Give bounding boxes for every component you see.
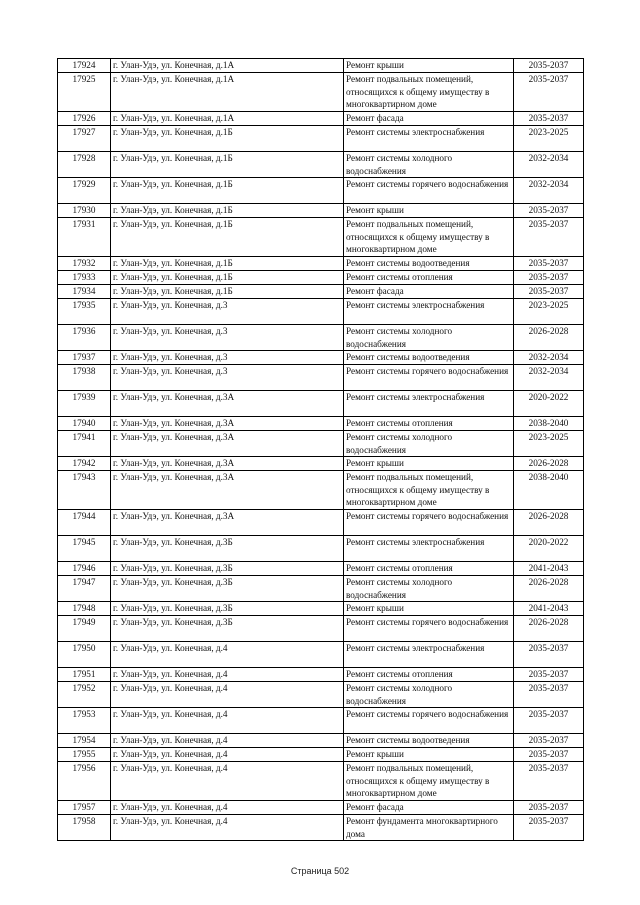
row-address: г. Улан-Удэ, ул. Конечная, д.4 [111,762,344,801]
row-address: г. Улан-Удэ, ул. Конечная, д.4 [111,668,344,682]
row-work-type: Ремонт крыши [344,748,514,762]
table-row [58,708,584,734]
row-years: 2023-2025 [514,299,584,325]
row-number: 17925 [58,73,111,112]
row-work-type: Ремонт системы водоотведения [344,257,514,271]
row-address: г. Улан-Удэ, ул. Конечная, д.3Б [111,576,344,602]
row-years: 2035-2037 [514,271,584,285]
row-number: 17924 [58,59,111,73]
row-work-type: Ремонт системы электроснабжения [344,536,514,562]
row-years: 2035-2037 [514,73,584,112]
row-number: 17947 [58,576,111,602]
row-years: 2041-2043 [514,602,584,616]
row-address: г. Улан-Удэ, ул. Конечная, д.1Б [111,257,344,271]
row-number: 17943 [58,471,111,510]
table-row [58,576,584,602]
row-number: 17927 [58,126,111,152]
table-row [58,815,584,841]
table-row [58,417,584,431]
row-address: г. Улан-Удэ, ул. Конечная, д.4 [111,708,344,734]
row-number: 17942 [58,457,111,471]
row-work-type: Ремонт системы горячего водоснабжения [344,178,514,204]
row-work-type: Ремонт фасада [344,112,514,126]
row-work-type: Ремонт подвальных помещений, относящихся к общему имуществу в многоквартирном доме [344,762,514,801]
row-address: г. Улан-Удэ, ул. Конечная, д.3А [111,471,344,510]
row-work-type: Ремонт системы холодного водоснабжения [344,682,514,708]
table-row [58,365,584,391]
row-address: г. Улан-Удэ, ул. Конечная, д.1Б [111,152,344,178]
row-number: 17945 [58,536,111,562]
table-row [58,257,584,271]
row-address: г. Улан-Удэ, ул. Конечная, д.3Б [111,616,344,642]
row-address: г. Улан-Удэ, ул. Конечная, д.1Б [111,204,344,218]
table-row [58,285,584,299]
row-address: г. Улан-Удэ, ул. Конечная, д.1Б [111,178,344,204]
table-row [58,682,584,708]
row-work-type: Ремонт системы электроснабжения [344,391,514,417]
row-number: 17936 [58,325,111,351]
table-row [58,762,584,801]
table-row [58,299,584,325]
row-address: г. Улан-Удэ, ул. Конечная, д.1А [111,112,344,126]
row-years: 2038-2040 [514,417,584,431]
row-address: г. Улан-Удэ, ул. Конечная, д.1Б [111,126,344,152]
row-address: г. Улан-Удэ, ул. Конечная, д.3 [111,325,344,351]
row-address: г. Улан-Удэ, ул. Конечная, д.3А [111,417,344,431]
row-work-type: Ремонт системы холодного водоснабжения [344,576,514,602]
row-address: г. Улан-Удэ, ул. Конечная, д.3 [111,299,344,325]
table-row [58,351,584,365]
row-number: 17926 [58,112,111,126]
row-years: 2035-2037 [514,59,584,73]
row-address: г. Улан-Удэ, ул. Конечная, д.4 [111,801,344,815]
row-work-type: Ремонт системы электроснабжения [344,299,514,325]
table-row [58,204,584,218]
table-row [58,668,584,682]
row-number: 17954 [58,734,111,748]
row-work-type: Ремонт системы холодного водоснабжения [344,431,514,457]
row-work-type: Ремонт системы отопления [344,562,514,576]
row-years: 2035-2037 [514,762,584,801]
row-number: 17937 [58,351,111,365]
row-address: г. Улан-Удэ, ул. Конечная, д.1Б [111,285,344,299]
row-years: 2026-2028 [514,325,584,351]
row-years: 2035-2037 [514,668,584,682]
row-years: 2020-2022 [514,391,584,417]
page-number: Страница 502 [290,866,350,876]
row-years: 2035-2037 [514,708,584,734]
row-address: г. Улан-Удэ, ул. Конечная, д.3 [111,351,344,365]
row-number: 17934 [58,285,111,299]
row-years: 2023-2025 [514,126,584,152]
row-number: 17931 [58,218,111,257]
row-address: г. Улан-Удэ, ул. Конечная, д.3Б [111,536,344,562]
table-row [58,391,584,417]
row-address: г. Улан-Удэ, ул. Конечная, д.3А [111,391,344,417]
row-address: г. Улан-Удэ, ул. Конечная, д.3Б [111,562,344,576]
row-address: г. Улан-Удэ, ул. Конечная, д.3 [111,365,344,391]
row-work-type: Ремонт системы холодного водоснабжения [344,325,514,351]
repair-schedule-table [57,58,584,841]
row-number: 17929 [58,178,111,204]
row-number: 17938 [58,365,111,391]
row-years: 2035-2037 [514,734,584,748]
row-years: 2035-2037 [514,748,584,762]
row-years: 2035-2037 [514,257,584,271]
row-years: 2035-2037 [514,682,584,708]
row-address: г. Улан-Удэ, ул. Конечная, д.4 [111,682,344,708]
table-row [58,457,584,471]
row-work-type: Ремонт фасада [344,801,514,815]
row-number: 17944 [58,510,111,536]
row-work-type: Ремонт системы горячего водоснабжения [344,365,514,391]
row-work-type: Ремонт фундамента многоквартирного дома [344,815,514,841]
table-row [58,431,584,457]
table-row [58,59,584,73]
row-address: г. Улан-Удэ, ул. Конечная, д.1Б [111,271,344,285]
row-work-type: Ремонт подвальных помещений, относящихся к общему имуществу в многоквартирном доме [344,471,514,510]
row-number: 17949 [58,616,111,642]
row-work-type: Ремонт крыши [344,59,514,73]
row-number: 17958 [58,815,111,841]
row-number: 17941 [58,431,111,457]
row-number: 17935 [58,299,111,325]
table-row [58,152,584,178]
table-row [58,271,584,285]
table-row [58,325,584,351]
row-number: 17928 [58,152,111,178]
row-work-type: Ремонт системы горячего водоснабжения [344,510,514,536]
row-work-type: Ремонт системы горячего водоснабжения [344,708,514,734]
row-years: 2035-2037 [514,285,584,299]
row-years: 2035-2037 [514,204,584,218]
row-years: 2035-2037 [514,801,584,815]
row-address: г. Улан-Удэ, ул. Конечная, д.3А [111,431,344,457]
row-years: 2035-2037 [514,815,584,841]
table-row [58,642,584,668]
row-number: 17955 [58,748,111,762]
row-number: 17940 [58,417,111,431]
row-years: 2020-2022 [514,536,584,562]
row-address: г. Улан-Удэ, ул. Конечная, д.4 [111,734,344,748]
table-row [58,73,584,112]
row-work-type: Ремонт системы электроснабжения [344,642,514,668]
row-years: 2026-2028 [514,576,584,602]
row-number: 17956 [58,762,111,801]
row-work-type: Ремонт подвальных помещений, относящихся к общему имуществу в многоквартирном доме [344,218,514,257]
row-years: 2032-2034 [514,365,584,391]
row-work-type: Ремонт фасада [344,285,514,299]
row-work-type: Ремонт системы отопления [344,271,514,285]
row-address: г. Улан-Удэ, ул. Конечная, д.4 [111,815,344,841]
row-address: г. Улан-Удэ, ул. Конечная, д.3А [111,457,344,471]
row-years: 2038-2040 [514,471,584,510]
row-years: 2026-2028 [514,616,584,642]
row-number: 17952 [58,682,111,708]
table-row [58,801,584,815]
row-work-type: Ремонт системы водоотведения [344,351,514,365]
table-row [58,562,584,576]
table-row [58,734,584,748]
table-body [58,59,584,841]
row-address: г. Улан-Удэ, ул. Конечная, д.1А [111,73,344,112]
row-address: г. Улан-Удэ, ул. Конечная, д.3Б [111,602,344,616]
table-row [58,602,584,616]
row-number: 17930 [58,204,111,218]
table-row [58,616,584,642]
table-row [58,178,584,204]
row-work-type: Ремонт системы отопления [344,417,514,431]
row-years: 2035-2037 [514,218,584,257]
row-number: 17950 [58,642,111,668]
row-work-type: Ремонт подвальных помещений, относящихся к общему имуществу в многоквартирном доме [344,73,514,112]
row-number: 17951 [58,668,111,682]
row-work-type: Ремонт крыши [344,204,514,218]
table-row [58,748,584,762]
row-number: 17933 [58,271,111,285]
table-row [58,218,584,257]
row-number: 17948 [58,602,111,616]
row-work-type: Ремонт системы холодного водоснабжения [344,152,514,178]
row-work-type: Ремонт системы горячего водоснабжения [344,616,514,642]
row-number: 17953 [58,708,111,734]
table-row [58,126,584,152]
table-row [58,112,584,126]
row-work-type: Ремонт системы электроснабжения [344,126,514,152]
row-years: 2032-2034 [514,351,584,365]
row-work-type: Ремонт системы водоотведения [344,734,514,748]
row-years: 2026-2028 [514,510,584,536]
row-years: 2032-2034 [514,152,584,178]
row-number: 17939 [58,391,111,417]
row-number: 17932 [58,257,111,271]
row-work-type: Ремонт системы отопления [344,668,514,682]
row-address: г. Улан-Удэ, ул. Конечная, д.1Б [111,218,344,257]
row-work-type: Ремонт крыши [344,602,514,616]
row-years: 2035-2037 [514,642,584,668]
row-number: 17957 [58,801,111,815]
row-address: г. Улан-Удэ, ул. Конечная, д.4 [111,642,344,668]
row-years: 2032-2034 [514,178,584,204]
row-address: г. Улан-Удэ, ул. Конечная, д.4 [111,748,344,762]
row-address: г. Улан-Удэ, ул. Конечная, д.3А [111,510,344,536]
table-row [58,510,584,536]
row-address: г. Улан-Удэ, ул. Конечная, д.1А [111,59,344,73]
table-row [58,471,584,510]
row-work-type: Ремонт крыши [344,457,514,471]
row-years: 2035-2037 [514,112,584,126]
table-row [58,536,584,562]
row-number: 17946 [58,562,111,576]
row-years: 2023-2025 [514,431,584,457]
row-years: 2041-2043 [514,562,584,576]
row-years: 2026-2028 [514,457,584,471]
